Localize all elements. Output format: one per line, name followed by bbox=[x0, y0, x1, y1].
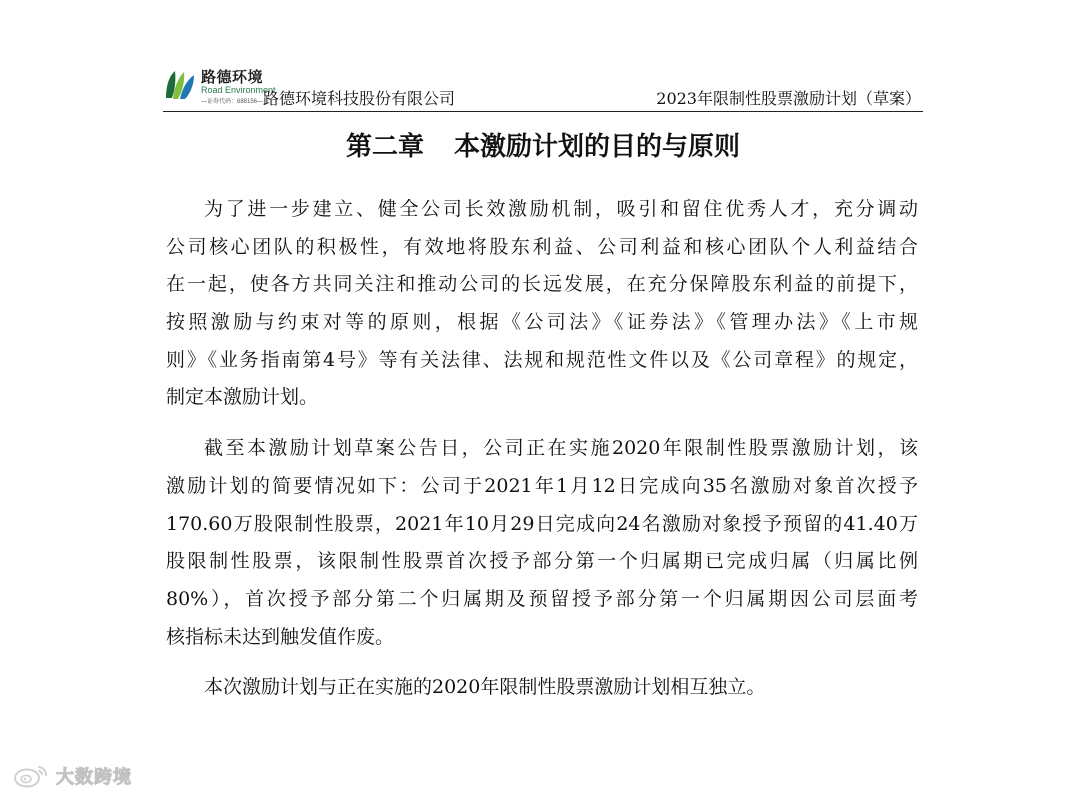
page-header bbox=[163, 66, 923, 110]
text-line: 80%），首次授予部分第二个归属期及预留授予部分第一个归属期因公司层面考 bbox=[166, 587, 918, 610]
text-line: 170.60万股限制性股票，2021年10月29日完成向24名激励对象授予预留的41.40万 bbox=[166, 512, 918, 535]
chapter-heading bbox=[163, 126, 923, 163]
text-line: 制定本激励计划。 bbox=[166, 386, 319, 409]
text-line: 为了进一步建立、健全公司长效激励机制，吸引和留住优秀人才，充分调动 bbox=[204, 198, 918, 220]
company-name: 路德环境科技股份有限公司 bbox=[263, 89, 456, 108]
weibo-logo-icon bbox=[12, 763, 52, 789]
text-line: 本次激励计划与正在实施的2020年限制性股票激励计划相互独立。 bbox=[204, 676, 766, 699]
paragraph-existing-plan bbox=[166, 430, 918, 656]
logo-chinese-name: 路德环境 bbox=[201, 68, 264, 86]
logo-stock-code: —证券代码：688156— bbox=[201, 99, 264, 105]
text-line: 则》《业务指南第4号》等有关法律、法规和规范性文件以及《公司章程》的规定， bbox=[166, 348, 918, 371]
document-title: 2023年限制性股票激励计划（草案） bbox=[656, 89, 921, 108]
text-line: 按照激励与约束对等的原则，根据《公司法》《证券法》《管理办法》《上市规 bbox=[166, 311, 918, 334]
text-line: 股限制性股票，该限制性股票首次授予部分第一个归属期已完成归属（归属比例 bbox=[166, 550, 918, 573]
company-logo bbox=[163, 66, 276, 110]
watermark-text: 大数跨境 bbox=[56, 767, 132, 788]
chapter-number: 第二章 bbox=[345, 132, 424, 162]
text-line: 核指标未达到触发值作废。 bbox=[166, 625, 395, 648]
text-line: 截至本激励计划草案公告日，公司正在实施2020年限制性股票激励计划，该 bbox=[204, 437, 918, 460]
watermark bbox=[12, 762, 132, 790]
text-line: 公司核心团队的积极性，有效地将股东利益、公司利益和核心团队个人利益结合 bbox=[166, 235, 918, 258]
document-body bbox=[166, 191, 918, 720]
paragraph-independence bbox=[166, 669, 918, 707]
logo-english-name: Road Environment bbox=[201, 85, 276, 95]
text-line: 在一起，使各方共同关注和推动公司的长远发展，在充分保障股东利益的前提下， bbox=[166, 273, 918, 296]
header-divider bbox=[163, 111, 923, 112]
road-environment-logo-icon bbox=[163, 68, 197, 102]
paragraph-purpose bbox=[166, 191, 918, 417]
chapter-title: 本激励计划的目的与原则 bbox=[454, 132, 741, 162]
text-line: 激励计划的简要情况如下：公司于2021年1月12日完成向35名激励对象首次授予 bbox=[166, 474, 918, 497]
